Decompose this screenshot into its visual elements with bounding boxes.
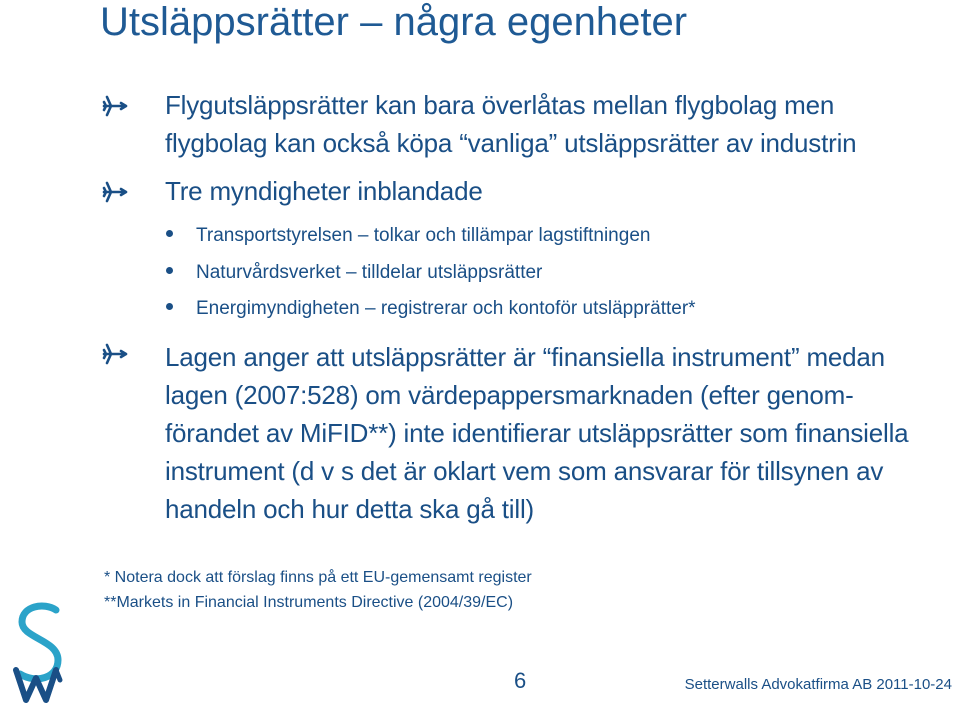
bullet-line: lagen (2007:528) om värdepappersmarknaden (efter genom- bbox=[165, 380, 854, 410]
sub-bullet-item: Energimyndigheten – registrerar och kontoför utsläpprätter* bbox=[196, 298, 696, 319]
sub-bullet-dot bbox=[166, 230, 173, 237]
bullet-line: Flygutsläppsrätter kan bara överlåtas mellan flygbolag men bbox=[165, 90, 835, 120]
footnote: **Markets in Financial Instruments Directive (2004/39/EC) bbox=[104, 594, 514, 611]
bullet-line: flygbolag kan också köpa “vanliga” utsläppsrätter av industrin bbox=[165, 128, 857, 158]
sub-bullet-dot bbox=[166, 267, 173, 274]
footnote: * Notera dock att förslag finns på ett EU-gemensamt register bbox=[104, 569, 532, 586]
slide-title: Utsläppsrätter – några egenheter bbox=[100, 0, 688, 44]
sub-bullet-item: Naturvårdsverket – tilldelar utsläppsrätter bbox=[196, 262, 543, 283]
setterwalls-logo bbox=[6, 600, 76, 704]
sub-bullet-item: Transportstyrelsen – tolkar och tillämpar lagstiftningen bbox=[196, 225, 651, 246]
bullet-line: förandet av MiFID**) inte identifierar utsläppsrätter som finansiella bbox=[165, 418, 909, 448]
bullet-line: Lagen anger att utsläppsrätter är “finansiella instrument” medan bbox=[165, 342, 885, 372]
page-number: 6 bbox=[514, 668, 527, 693]
airplane-bullet-icon bbox=[102, 92, 130, 120]
footer-company-date: Setterwalls Advokatfirma AB 2011-10-24 bbox=[684, 676, 952, 693]
bullet-line: handeln och hur detta ska gå till) bbox=[165, 494, 534, 524]
sub-bullet-dot bbox=[166, 303, 173, 310]
bullet-line: instrument (d v s det är oklart vem som ansvarar för tillsynen av bbox=[165, 456, 884, 486]
airplane-bullet-icon bbox=[102, 340, 130, 368]
bullet-line: Tre myndigheter inblandade bbox=[165, 176, 483, 206]
airplane-bullet-icon bbox=[102, 178, 130, 206]
